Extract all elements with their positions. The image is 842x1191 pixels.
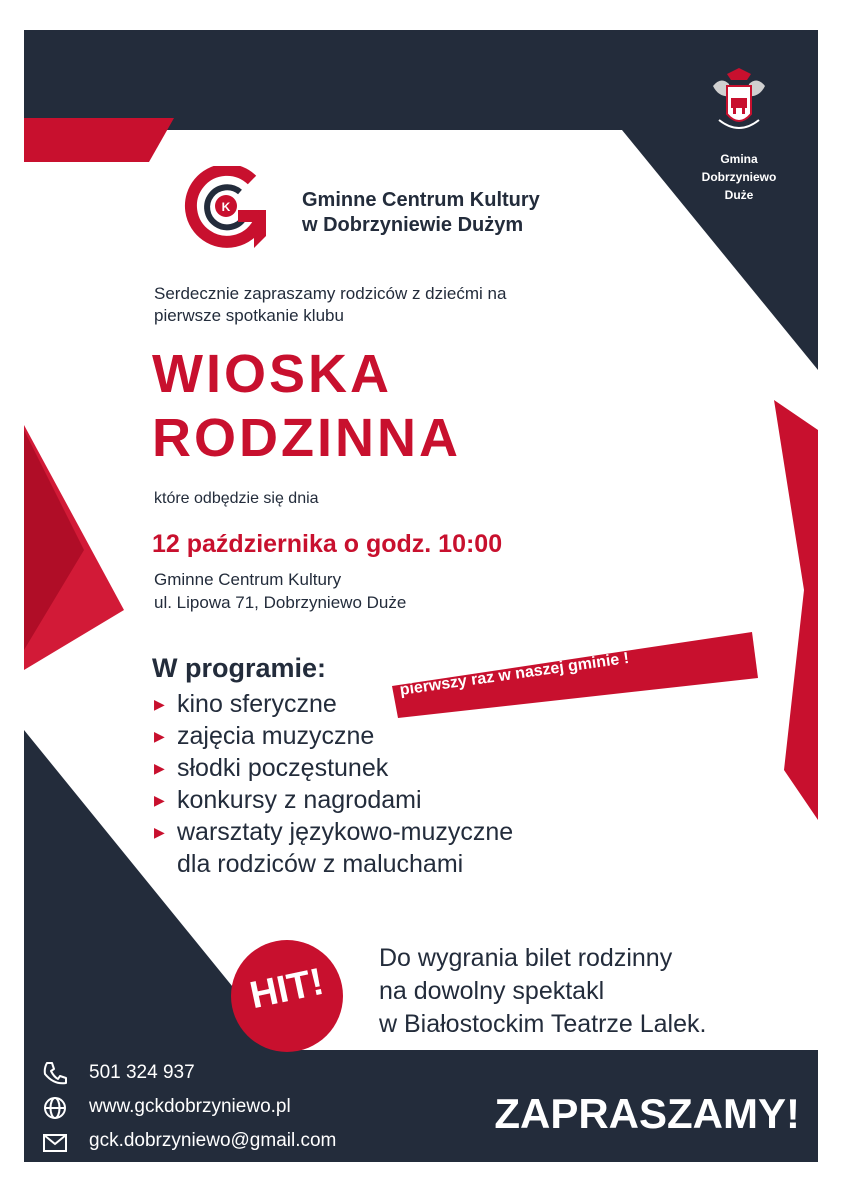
venue-line1: Gminne Centrum Kultury (154, 570, 342, 589)
hit-badge-text: HIT! (246, 960, 328, 1018)
organizer-name-line1: Gminne Centrum Kultury (302, 189, 540, 211)
intro-line1: Serdecznie zapraszamy rodziców z dziećmi na (154, 284, 507, 303)
prize-line2: na dowolny spektakl (379, 977, 605, 1005)
program-item-text: kino sferyczne (177, 690, 337, 718)
list-item (152, 752, 513, 784)
list-item (152, 784, 513, 816)
mail-icon (42, 1130, 68, 1156)
event-title (152, 342, 461, 470)
bullet-icon: ▶ (154, 792, 165, 808)
when-label: które odbędzie się dnia (154, 490, 319, 507)
svg-text:K: K (221, 200, 231, 214)
contact-website[interactable]: www.gckdobrzyniewo.pl (89, 1096, 291, 1117)
municipality-name (684, 150, 794, 204)
list-item (152, 816, 513, 848)
prize-line1: Do wygrania bilet rodzinny (379, 944, 673, 972)
list-item (152, 720, 513, 752)
organizer-name-line2: w Dobrzyniewie Dużym (302, 214, 524, 236)
intro-text (154, 283, 634, 327)
bullet-icon: ▶ (154, 760, 165, 776)
event-venue (154, 568, 406, 614)
bullet-icon: ▶ (154, 696, 165, 712)
program-heading: W programie: (152, 653, 327, 683)
program-item-text: warsztaty językowo-muzyczne (177, 818, 514, 846)
crest-icon (707, 68, 771, 138)
globe-icon (42, 1095, 68, 1121)
contact-email[interactable]: gck.dobrzyniewo@gmail.com (89, 1130, 337, 1151)
poster (24, 30, 818, 1162)
program-list (152, 688, 513, 880)
municipality-line2: Dobrzyniewo (701, 170, 777, 184)
red-bar-top-left (24, 118, 174, 162)
bullet-icon: ▶ (154, 824, 165, 840)
event-date: 12 października o godz. 10:00 (152, 530, 503, 558)
bullet-icon: ▶ (154, 728, 165, 744)
contact-phone[interactable]: 501 324 937 (89, 1062, 195, 1083)
municipality-line3: Duże (724, 188, 754, 202)
municipality-line1: Gmina (720, 152, 758, 166)
list-item-continuation (152, 848, 513, 880)
organizer-name (302, 188, 540, 238)
venue-line2: ul. Lipowa 71, Dobrzyniewo Duże (154, 593, 407, 612)
gck-logo-icon (182, 166, 282, 250)
prize-text (379, 942, 706, 1041)
program-item-text: zajęcia muzyczne (177, 722, 375, 750)
phone-icon (42, 1060, 68, 1086)
ribbon-text: pierwszy raz w naszej gminie ! (398, 649, 631, 699)
closing-text: ZAPRASZAMY! (494, 1090, 800, 1137)
prize-line3: w Białostockim Teatrze Lalek. (379, 1010, 707, 1038)
event-title-line1: WIOSKA (152, 344, 392, 404)
event-title-line2: RODZINNA (152, 408, 461, 468)
program-item-continuation: dla rodziców z maluchami (177, 850, 464, 878)
program-item-text: słodki poczęstunek (177, 754, 389, 782)
list-item (152, 688, 513, 720)
intro-line2: pierwsze spotkanie klubu (154, 306, 344, 325)
program-item-text: konkursy z nagrodami (177, 786, 422, 814)
